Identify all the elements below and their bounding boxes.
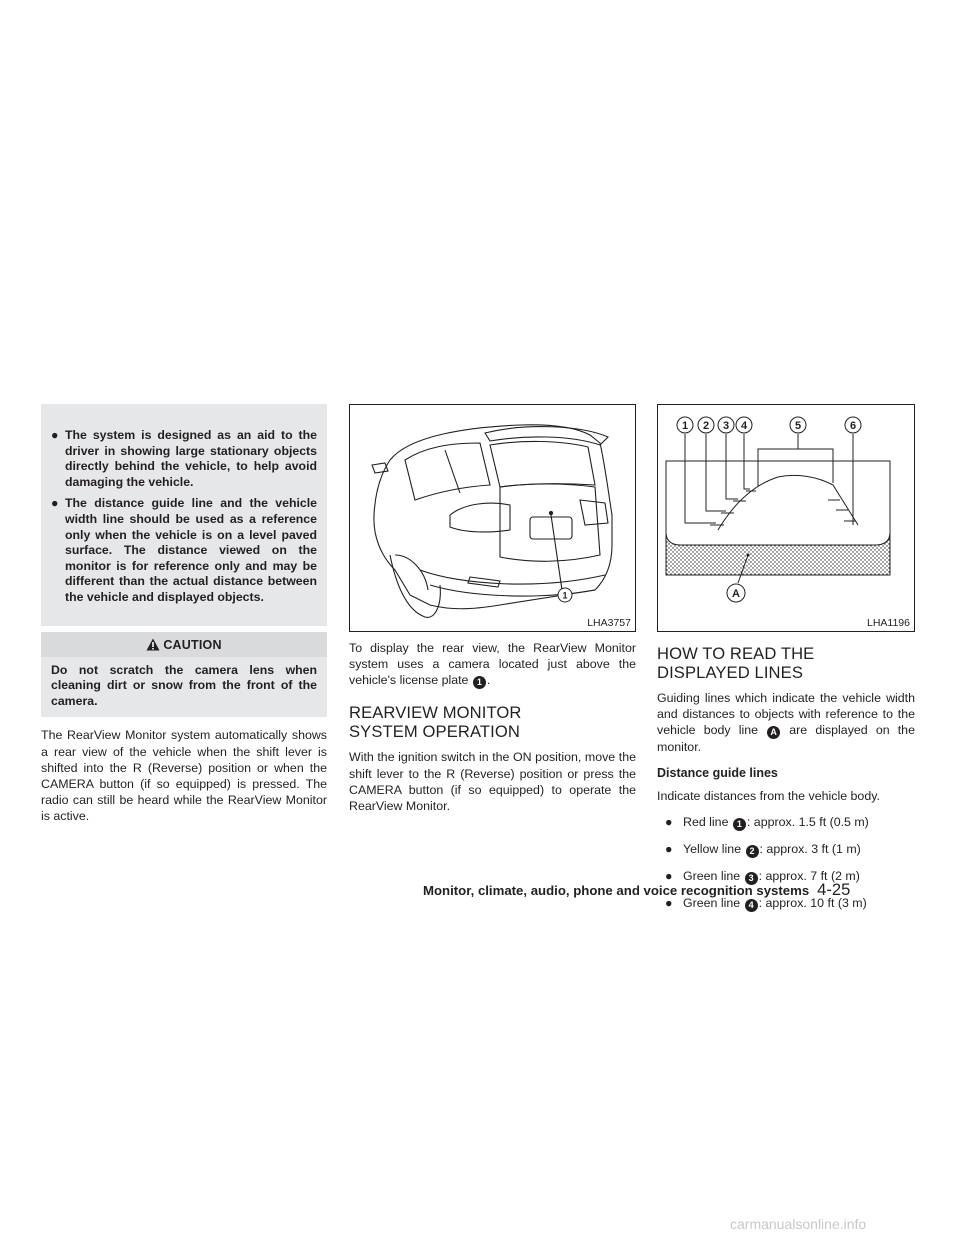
intro-paragraph: The RearView Monitor system automatically shows a rear view of the vehicle when the shift lever is shifted into the R (Reverse) position or when the CAMERA button (if so equipped) is pressed. The radio can still be heard while the RearView Monitor is active. [41,728,327,824]
warning-triangle-icon [146,638,160,651]
warning-item [51,496,317,605]
figure-code: LHA1196 [866,617,910,629]
list-label: Green line [683,868,741,883]
bullet-icon: ● [665,868,673,883]
list-item [657,814,915,831]
right-column [657,404,915,912]
bullet-icon: ● [51,496,59,511]
guide-lines-figure [657,404,915,632]
caution-heading-text: CAUTION [163,637,222,652]
watermark: carmanualsonline.info [730,1216,867,1232]
lines-heading: HOW TO READ THE DISPLAYED LINES [657,644,815,682]
callout-badge: 1 [733,818,746,831]
caution-box [41,632,327,718]
diagram-callout-1: 1 [681,420,689,432]
list-value: : approx. 1.5 ft (0.5 m) [746,814,869,829]
bullet-icon: ● [51,428,59,442]
camera-paragraph [349,640,636,689]
camera-text: To display the rear view, the RearView Monitor system uses a camera located just above the vehicle's license plate [349,641,636,688]
callout-badge: 3 [745,872,758,885]
list-item [657,841,915,858]
middle-column [349,404,636,814]
diagram-callout-6: 6 [849,420,857,432]
caution-text: Do not scratch the camera lens when cleaning dirt or snow from the front of the camera. [51,662,317,708]
page-number: 4-25 [817,880,851,899]
callout-badge: 2 [746,845,759,858]
caution-heading [41,632,327,657]
list-value: : approx. 7 ft (2 m) [758,868,860,883]
lines-text-end: are displayed on the monitor. [657,723,915,755]
list-label: Green line [683,895,741,910]
lines-paragraph [657,690,915,756]
callout-badge: 1 [473,676,486,689]
bullet-icon: ● [665,895,673,910]
footer-title: Monitor, climate, audio, phone and voice recognition systems [423,883,810,898]
warning-item [51,428,317,490]
left-column [41,404,327,825]
warning-text: The system is designed as an aid to the driver in showing large stationary objects directly behind the vehicle, to help avoid damaging the vehicle. [65,428,317,489]
camera-text-end: . [486,673,491,688]
list-value: : approx. 3 ft (1 m) [759,841,861,856]
vehicle-rear-illustration [350,405,635,631]
operation-heading: REARVIEW MONITOR SYSTEM OPERATION [349,703,522,742]
bullet-icon: ● [665,814,673,829]
diagram-callout-a: A [732,588,740,600]
figure-code: LHA3757 [587,617,631,629]
diagram-callout-3: 3 [722,420,730,432]
figure-callout-1: 1 [562,590,568,601]
callout-badge: 4 [745,899,758,912]
warning-box [41,404,327,626]
callout-badge: A [767,726,780,739]
diagram-callout-5: 5 [794,420,802,432]
list-label: Yellow line [683,841,742,856]
diagram-callout-4: 4 [740,420,748,432]
lines-text: Guiding lines which indicate the vehicle width and distances to objects with reference to the vehicle body line [657,691,915,738]
distance-subtext: Indicate distances from the vehicle body. [657,788,880,803]
vehicle-rear-figure [349,404,636,632]
bullet-icon: ● [665,841,673,856]
distance-subheading: Distance guide lines [657,765,778,780]
operation-paragraph: With the ignition switch in the ON position, move the shift lever to the R (Reverse) position or press the CAMERA button (if so equipped) to operate the RearView Monitor. [349,750,636,814]
list-value: : approx. 10 ft (3 m) [758,895,867,910]
page-footer [423,880,923,900]
diagram-callout-2: 2 [702,420,710,432]
list-label: Red line [683,814,729,829]
warning-text: The distance guide line and the vehicle width line should be used as a reference only when the vehicle is on a level paved surface. The distance viewed on the monitor is for reference only and may be different than the actual distance between the vehicle and displayed objects. [65,496,317,604]
guide-lines-diagram [658,405,914,631]
